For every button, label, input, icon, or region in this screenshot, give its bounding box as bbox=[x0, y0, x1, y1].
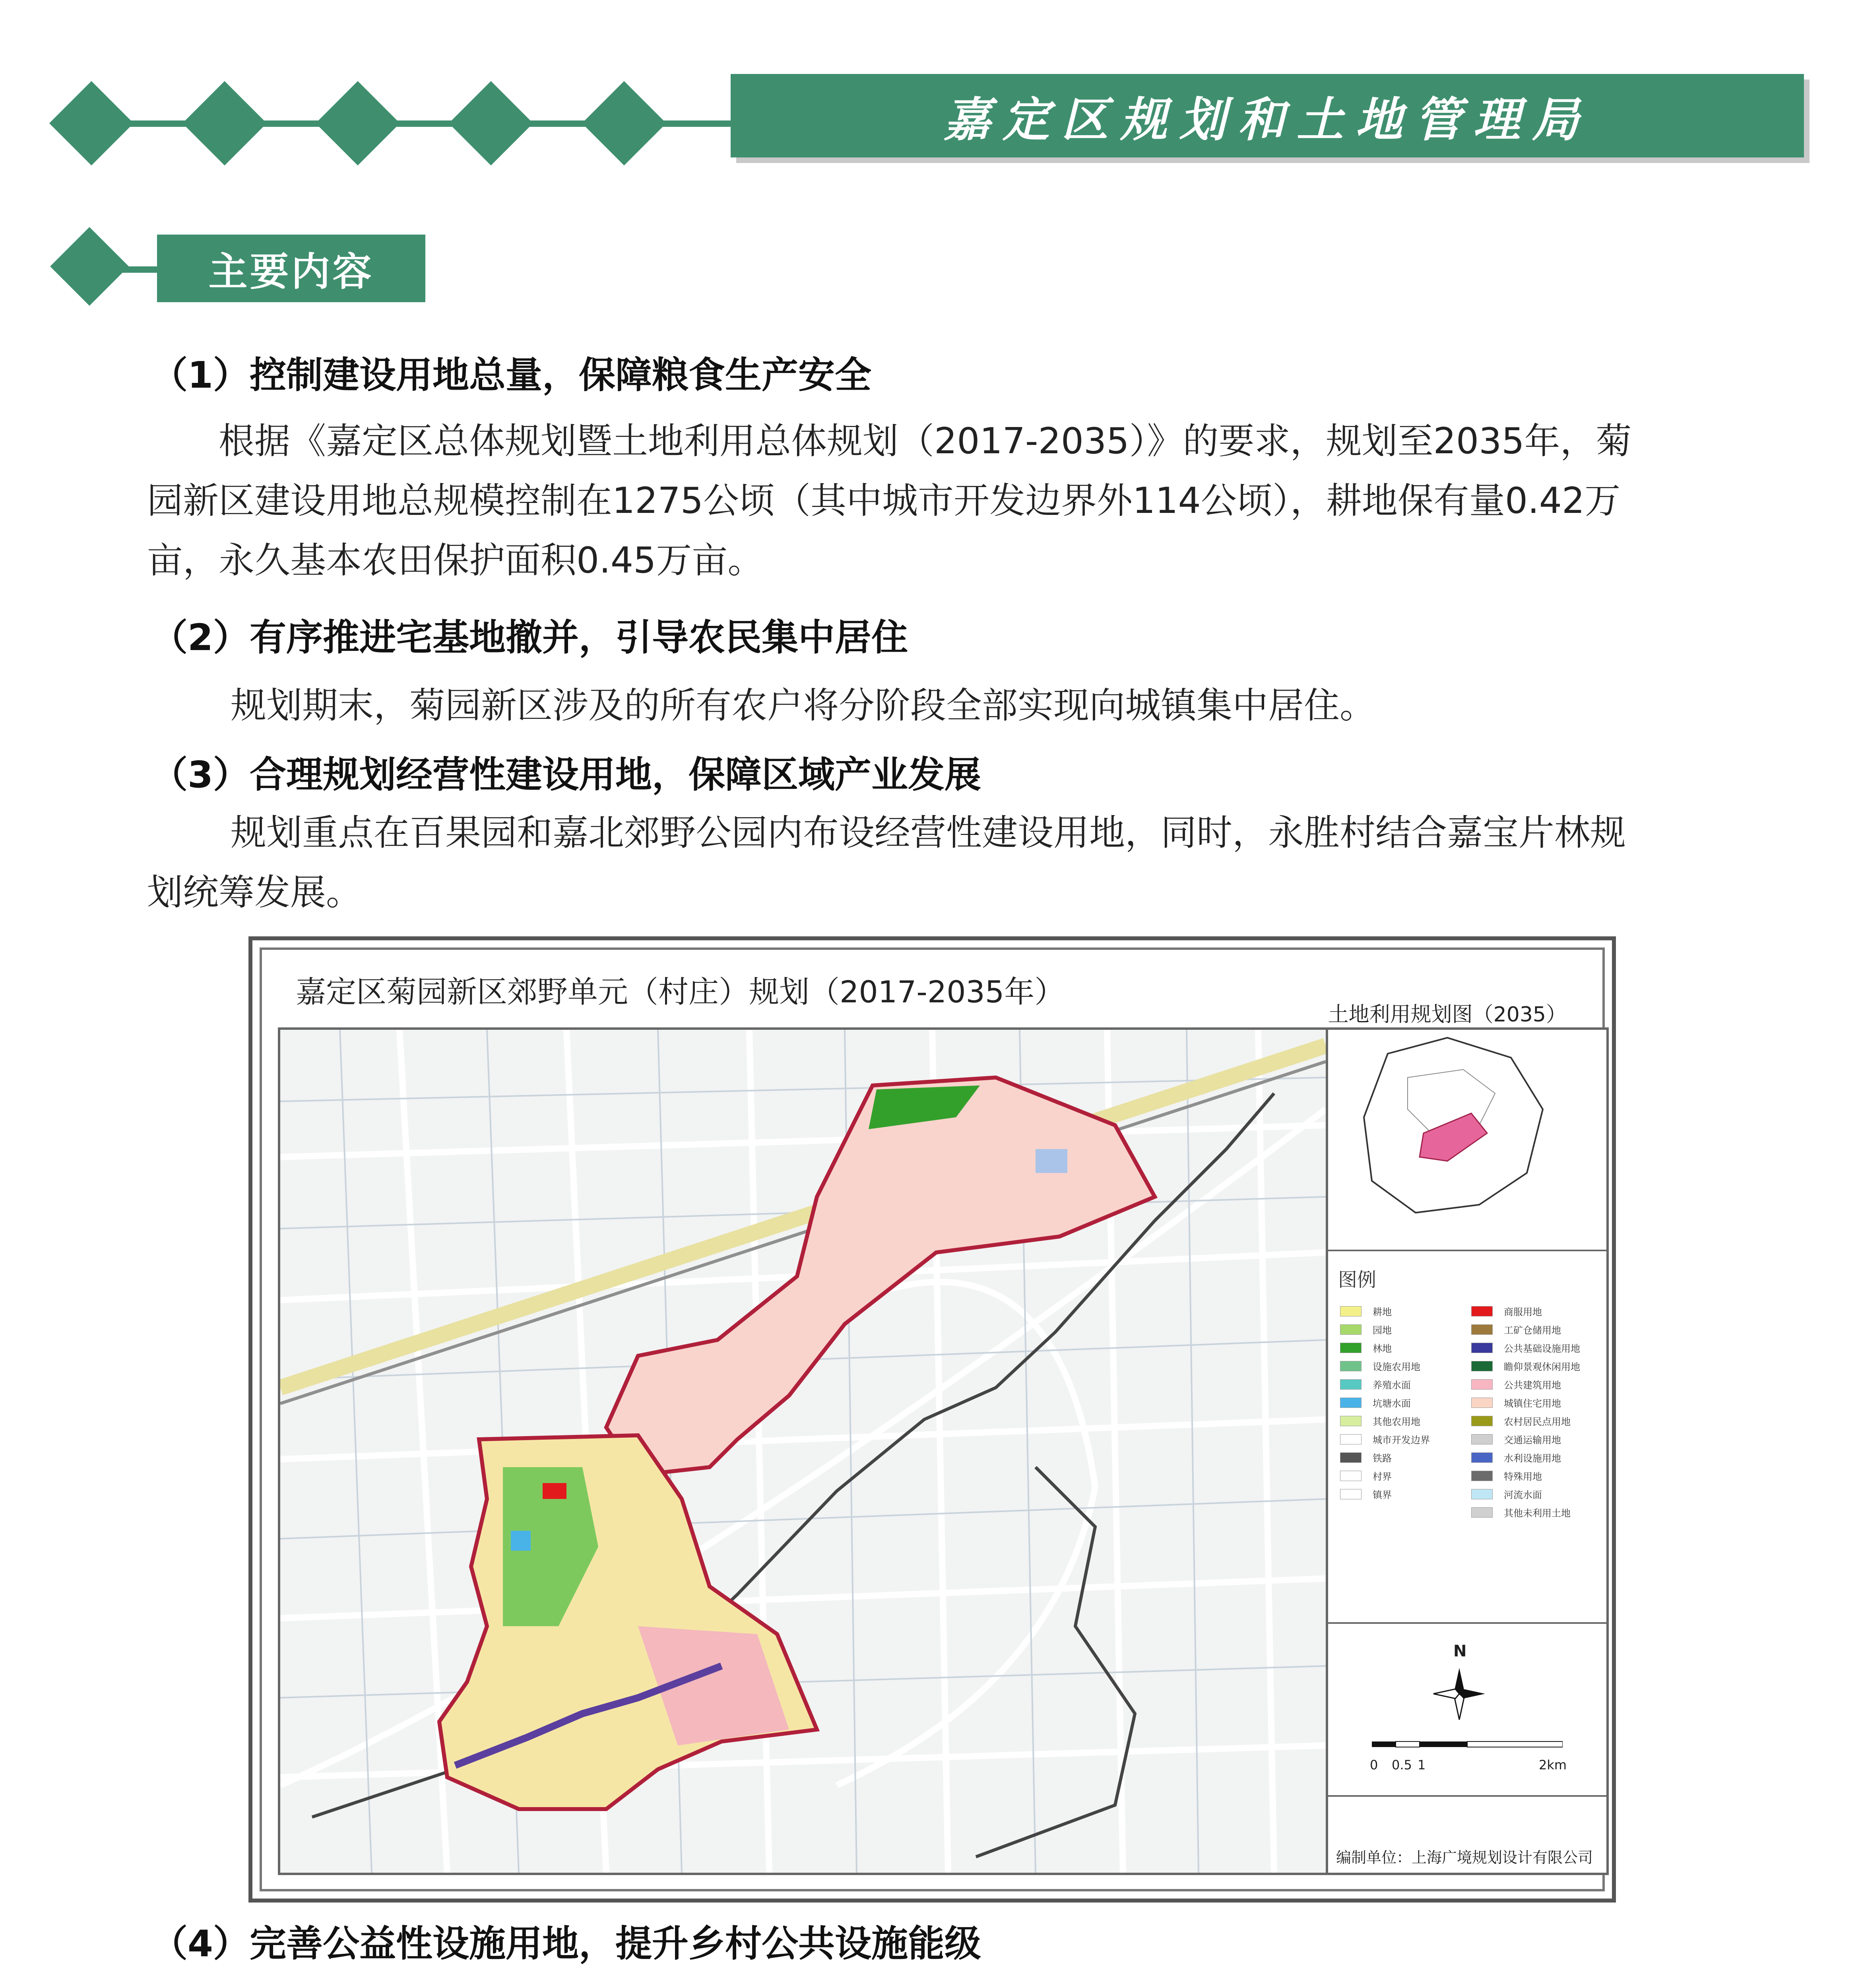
legend-item bbox=[1340, 1414, 1420, 1428]
legend-label: 村界 bbox=[1373, 1471, 1392, 1482]
map-canvas bbox=[278, 1027, 1328, 1875]
legend-swatch bbox=[1471, 1398, 1493, 1408]
item-4-paragraph bbox=[147, 1980, 1769, 1988]
decor-diamond bbox=[449, 81, 533, 165]
legend-item bbox=[1340, 1396, 1411, 1409]
scale-label-2km: 2km bbox=[1539, 1757, 1567, 1773]
legend-title: 图例 bbox=[1338, 1269, 1377, 1291]
legend-swatch bbox=[1340, 1324, 1362, 1335]
item-3-paragraph bbox=[147, 803, 1769, 922]
map-inner-frame bbox=[260, 947, 1605, 1891]
scale-bar bbox=[1372, 1738, 1563, 1753]
header-banner: 嘉定区规划和土地管理局 bbox=[731, 74, 1804, 157]
item-3-line-2: 划统筹发展。 bbox=[147, 872, 362, 913]
legend-label: 镇界 bbox=[1373, 1489, 1392, 1501]
pond-patch bbox=[511, 1531, 531, 1551]
legend-item bbox=[1340, 1322, 1392, 1336]
decor-diamond bbox=[316, 81, 400, 165]
legend-swatch bbox=[1340, 1306, 1362, 1316]
legend-label: 林地 bbox=[1373, 1343, 1392, 1354]
item-2-paragraph bbox=[147, 676, 1769, 736]
legend-label: 园地 bbox=[1373, 1325, 1392, 1336]
legend-label: 公共基础设施用地 bbox=[1504, 1343, 1580, 1354]
map-title: 嘉定区菊园新区郊野单元（村庄）规划（2017-2035年） bbox=[296, 974, 1065, 1010]
legend-swatch bbox=[1340, 1434, 1362, 1444]
legend-swatch bbox=[1471, 1343, 1493, 1353]
legend-label: 商服用地 bbox=[1504, 1307, 1542, 1318]
legend-label: 铁路 bbox=[1373, 1453, 1392, 1464]
legend-swatch bbox=[1340, 1489, 1362, 1499]
legend-swatch bbox=[1471, 1306, 1493, 1316]
decor-diamond bbox=[49, 81, 134, 165]
legend-swatch bbox=[1340, 1452, 1362, 1463]
decor-diamond bbox=[582, 81, 666, 165]
legend-label: 河流水面 bbox=[1504, 1489, 1542, 1501]
legend-label: 其他农用地 bbox=[1373, 1416, 1420, 1427]
legend-swatch bbox=[1340, 1361, 1362, 1371]
section-diamond bbox=[50, 227, 129, 306]
legend-item bbox=[1471, 1469, 1542, 1483]
item-2-heading: （2）有序推进宅基地撤并，引导农民集中居住 bbox=[151, 616, 908, 659]
legend-item bbox=[1471, 1322, 1561, 1336]
land-use-map bbox=[280, 1030, 1326, 1873]
legend-swatch bbox=[1340, 1379, 1362, 1390]
legend-item bbox=[1340, 1487, 1392, 1501]
legend-label: 特殊用地 bbox=[1504, 1471, 1542, 1482]
legend-swatch bbox=[1471, 1416, 1493, 1426]
legend-label: 农村居民点用地 bbox=[1504, 1416, 1571, 1427]
commercial-patch bbox=[543, 1483, 566, 1499]
item-2-line-1: 规划期末，菊园新区涉及的所有农户将分阶段全部实现向城镇集中居住。 bbox=[231, 685, 1375, 726]
legend-swatch bbox=[1340, 1471, 1362, 1481]
legend-item bbox=[1471, 1359, 1580, 1373]
scale-label-1: 1 bbox=[1418, 1757, 1426, 1773]
legend-swatch bbox=[1471, 1507, 1493, 1518]
legend-swatch bbox=[1471, 1471, 1493, 1481]
legend-swatch bbox=[1340, 1416, 1362, 1426]
legend-swatch bbox=[1340, 1343, 1362, 1353]
legend-item bbox=[1471, 1341, 1580, 1355]
item-3-line-1: 规划重点在百果园和嘉北郊野公园内布设经营性建设用地，同时，永胜村结合嘉宝片林规 bbox=[231, 812, 1626, 854]
legend-item bbox=[1340, 1304, 1392, 1318]
item-4-line-1 bbox=[147, 1980, 1769, 1988]
scale-label-0: 0 bbox=[1370, 1757, 1378, 1773]
land-use-map-figure bbox=[248, 936, 1616, 1903]
legend-swatch bbox=[1471, 1379, 1493, 1390]
legend-label: 耕地 bbox=[1373, 1307, 1392, 1318]
legend-label: 坑塘水面 bbox=[1373, 1398, 1411, 1409]
legend-item bbox=[1471, 1505, 1571, 1519]
item-1-paragraph bbox=[147, 412, 1769, 590]
water-patch bbox=[1036, 1149, 1067, 1173]
legend-item bbox=[1471, 1377, 1561, 1391]
legend-item bbox=[1340, 1359, 1420, 1373]
legend-label: 其他未利用土地 bbox=[1504, 1508, 1571, 1519]
map-credit: 编制单位：上海广境规划设计有限公司 bbox=[1336, 1849, 1593, 1866]
item-4-heading: （4）完善公益性设施用地，提升乡村公共设施能级 bbox=[151, 1922, 981, 1965]
legend-item bbox=[1471, 1396, 1561, 1409]
legend-swatch bbox=[1340, 1398, 1362, 1408]
legend-item bbox=[1471, 1414, 1571, 1428]
panel-divider bbox=[1328, 1795, 1606, 1797]
north-arrow-icon bbox=[1431, 1666, 1487, 1722]
legend-label: 水利设施用地 bbox=[1504, 1453, 1561, 1464]
legend-swatch bbox=[1471, 1324, 1493, 1335]
legend-item bbox=[1340, 1377, 1411, 1391]
item-1-line-1: 根据《嘉定区总体规划暨土地利用总体规划（2017-2035）》的要求，规划至2035年，菊 bbox=[219, 420, 1632, 462]
legend-item bbox=[1471, 1432, 1561, 1446]
legend-swatch bbox=[1471, 1489, 1493, 1499]
legend-label: 公共建筑用地 bbox=[1504, 1380, 1561, 1391]
section-title: 主要内容 bbox=[157, 235, 425, 302]
item-1-line-2: 园新区建设用地总规模控制在1275公顷（其中城市开发边界外114公顷），耕地保有量0.42万 bbox=[147, 480, 1621, 522]
legend-label: 瞻仰景观休闲用地 bbox=[1504, 1361, 1580, 1373]
legend-label: 养殖水面 bbox=[1373, 1380, 1411, 1391]
north-label: N bbox=[1453, 1642, 1467, 1660]
item-1-heading: （1）控制建设用地总量，保障粮食生产安全 bbox=[151, 354, 872, 396]
legend-item bbox=[1340, 1432, 1430, 1446]
legend-label: 工矿仓储用地 bbox=[1504, 1325, 1561, 1336]
legend-label: 城市开发边界 bbox=[1373, 1435, 1430, 1446]
map-subtitle: 土地利用规划图（2035） bbox=[1328, 1003, 1567, 1027]
decor-diamond bbox=[182, 81, 267, 165]
legend-swatch bbox=[1471, 1452, 1493, 1463]
locator-map bbox=[1328, 1030, 1606, 1252]
legend-item bbox=[1340, 1469, 1392, 1483]
legend-swatch bbox=[1471, 1361, 1493, 1371]
scale-label-05: 0.5 bbox=[1392, 1757, 1412, 1773]
legend-swatch bbox=[1471, 1434, 1493, 1444]
legend-label: 城镇住宅用地 bbox=[1504, 1398, 1561, 1409]
legend-item bbox=[1471, 1450, 1561, 1464]
legend-item bbox=[1471, 1487, 1542, 1501]
legend-label: 设施农用地 bbox=[1373, 1361, 1420, 1373]
legend-item bbox=[1340, 1450, 1392, 1464]
panel-divider bbox=[1328, 1622, 1606, 1624]
legend-item bbox=[1340, 1341, 1392, 1355]
legend-label: 交通运输用地 bbox=[1504, 1435, 1561, 1446]
map-side-panel bbox=[1326, 1027, 1609, 1875]
legend-item bbox=[1471, 1304, 1542, 1318]
item-1-line-3: 亩，永久基本农田保护面积0.45万亩。 bbox=[147, 540, 764, 581]
item-3-heading: （3）合理规划经营性建设用地，保障区域产业发展 bbox=[151, 753, 981, 796]
